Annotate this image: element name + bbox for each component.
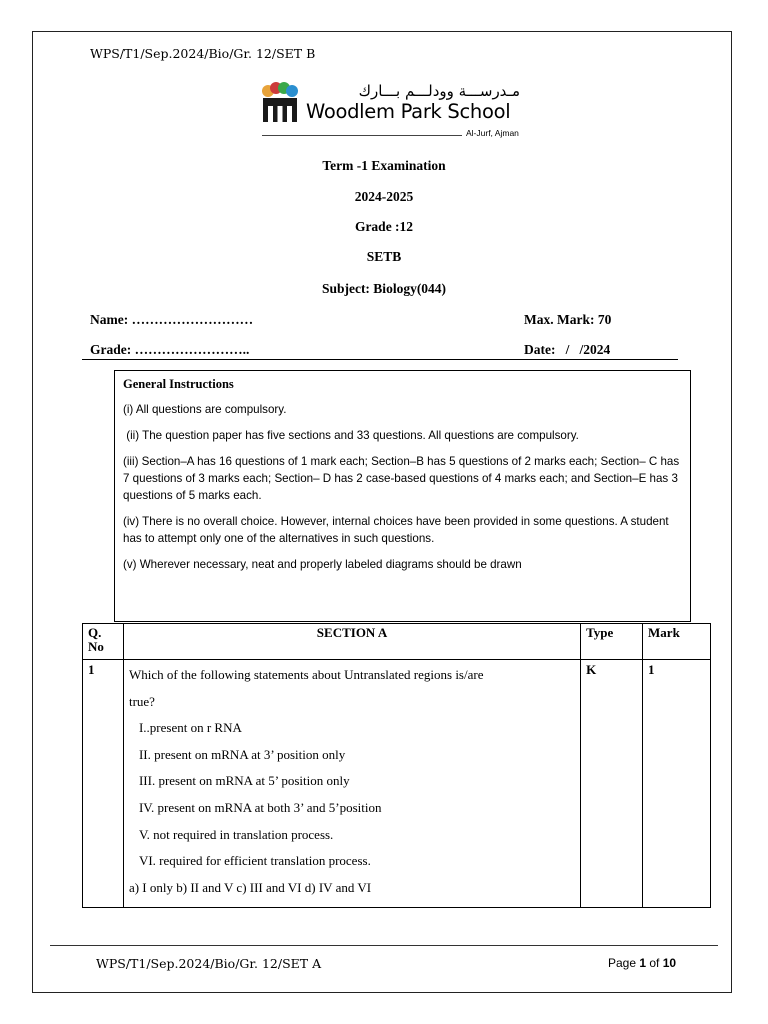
table-row — [83, 660, 711, 908]
exam-set: SETB — [366, 249, 402, 264]
instruction-item: (v) Wherever necessary, neat and properly labeled diagrams should be drawn — [123, 558, 522, 571]
answer-choices: a) I only b) II and V c) III and VI d) IV and VI — [128, 879, 372, 895]
question-number: 1 — [83, 660, 124, 908]
option-line: IV. present on mRNA at both 3’ and 5’position — [138, 799, 382, 815]
footer-rule — [50, 945, 718, 946]
instructions-title: General Instructions — [123, 377, 234, 391]
exam-year: 2024-2025 — [354, 189, 414, 204]
header-rule — [82, 359, 678, 360]
logo-underline — [262, 135, 462, 136]
total-pages: 10 — [662, 956, 677, 970]
logo-location: Al-Jurf, Ajman — [466, 128, 519, 138]
question-type: K — [581, 660, 643, 908]
header-mark: Mark — [643, 624, 711, 660]
logo-arabic-name: مـدرســـة وودلـــم بـــارك — [358, 82, 520, 100]
option-line: II. present on mRNA at 3’ position only — [138, 746, 346, 762]
header-qno: Q. No — [83, 624, 124, 660]
footer-code: WPS/T1/Sep.2024/Bio/Gr. 12/SET A — [96, 956, 322, 971]
instruction-item: (iv) There is no overall choice. However, internal choices have been provided in some questions. A student has to attempt only one of the alternatives in such questions. — [123, 515, 669, 545]
instruction-item: (iii) Section–A has 16 questions of 1 mark each; Section–B has 5 questions of 2 marks each; Section– C has 7 questions of 3 marks each; Section– D has 2 case-based questions of 4 marks each; and Section–E has 3 questions of 5 marks each. — [123, 455, 680, 502]
logo-english-name: Woodlem Park School — [306, 100, 511, 123]
date-field: Date: / /2024 — [524, 342, 611, 357]
question-line: Which of the following statements about Untranslated regions is/are — [128, 667, 484, 682]
option-line: VI. required for efficient translation process. — [138, 853, 371, 869]
general-instructions-box — [114, 370, 691, 622]
instruction-item: (ii) The question paper has five sections and 33 questions. All questions are compulsory. — [123, 429, 579, 442]
option-line: III. present on mRNA at 5’ position only — [138, 773, 350, 789]
max-mark-field: Max. Mark: 70 — [524, 312, 612, 327]
instruction-item: (i) All questions are compulsory. — [123, 403, 287, 416]
exam-subject: Subject: Biology(044) — [321, 281, 447, 296]
header-code: WPS/T1/Sep.2024/Bio/Gr. 12/SET B — [90, 46, 316, 61]
grade-field: Grade: …………………….. — [90, 342, 250, 357]
page-prefix: Page — [608, 956, 640, 970]
table-header-row — [83, 624, 711, 660]
option-line: I..present on r RNA — [138, 720, 242, 736]
option-line: V. not required in translation process. — [138, 826, 334, 842]
school-logo — [258, 80, 528, 142]
question-table — [82, 623, 711, 908]
school-logo-icon — [262, 82, 298, 126]
question-mark: 1 — [643, 660, 711, 908]
exam-grade: Grade :12 — [354, 219, 414, 234]
header-section: SECTION A — [123, 624, 580, 660]
name-field: Name: ……………………… — [90, 312, 254, 327]
question-text — [123, 660, 580, 908]
question-line: true? — [128, 693, 155, 709]
current-page: 1 — [639, 956, 647, 970]
exam-term: Term -1 Examination — [322, 158, 446, 173]
page-of: of — [646, 956, 663, 970]
header-type: Type — [581, 624, 643, 660]
page-number — [608, 956, 676, 970]
